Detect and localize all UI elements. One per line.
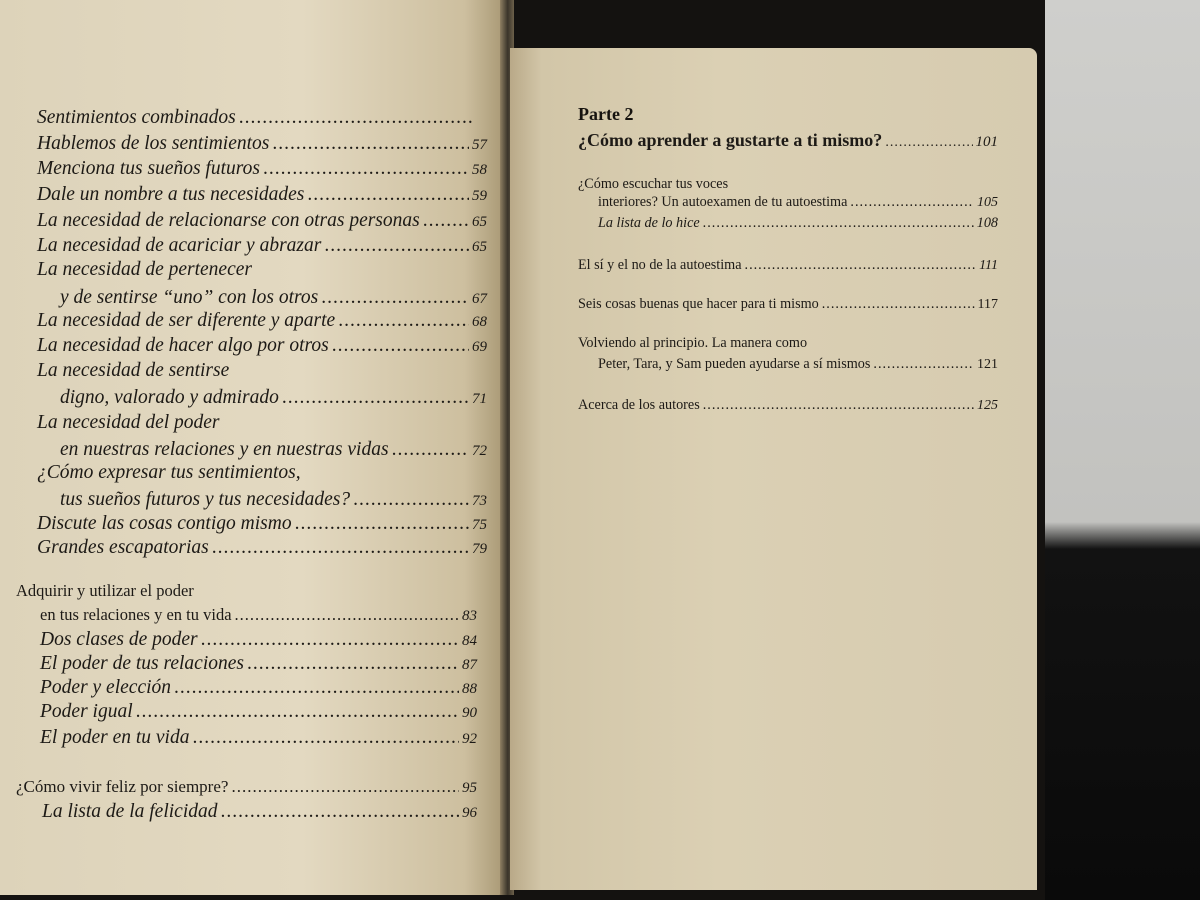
leader-dots	[353, 489, 469, 511]
toc-entry-page: 95	[462, 780, 477, 796]
toc-entry-title: La necesidad de relacionarse con otras personas	[37, 210, 420, 231]
leader-dots	[745, 257, 977, 274]
toc-entry-page: 65	[472, 239, 487, 255]
toc-entry-title: Poder y elección	[40, 677, 172, 698]
toc-entry-title: La necesidad de hacer algo por otros	[37, 335, 329, 356]
toc-entry-title: El poder de tus relaciones	[40, 653, 244, 674]
toc-entry-page: 92	[462, 731, 477, 747]
toc-entry-title: Poder igual	[40, 701, 133, 722]
part-page: 101	[975, 134, 998, 150]
toc-entry-page: 105	[977, 195, 998, 210]
toc-entry-title: Dale un nombre a tus necesidades	[37, 184, 305, 205]
leader-dots	[192, 727, 459, 749]
toc-entry-title: Acerca de los autores	[578, 397, 700, 413]
toc-entry-title: ¿Cómo expresar tus sentimientos,	[37, 462, 301, 483]
toc-entry	[37, 412, 487, 434]
toc-entry	[37, 462, 487, 484]
leader-dots	[703, 215, 974, 232]
toc-entry-title: ¿Cómo vivir feliz por siempre?	[16, 777, 229, 796]
toc-entry	[60, 287, 487, 309]
toc-section-heading	[16, 777, 477, 797]
toc-entry	[60, 489, 487, 511]
toc-entry	[40, 605, 477, 625]
toc-entry-page: 58	[472, 162, 487, 178]
toc-entry-page: 72	[472, 443, 487, 459]
toc-entry-page: 59	[472, 188, 487, 204]
toc-entry-title: Dos clases de poder	[40, 629, 198, 650]
leader-dots	[231, 777, 459, 797]
toc-entry-title: La lista de la felicidad	[42, 801, 218, 822]
toc-entry	[40, 727, 477, 749]
toc-entry-title: en tus relaciones y en tu vida	[40, 605, 232, 624]
leader-dots	[235, 605, 459, 625]
leader-dots	[282, 387, 469, 409]
toc-entry	[40, 677, 477, 699]
leader-dots	[392, 439, 469, 461]
toc-entry-page: 75	[472, 517, 487, 533]
toc-entry-title: El sí y el no de la autoestima	[578, 257, 742, 273]
leader-dots	[885, 135, 972, 151]
leader-dots	[338, 310, 469, 332]
toc-entry-title: La necesidad de acariciar y abrazar	[37, 235, 322, 256]
leader-dots	[307, 184, 469, 206]
toc-entry	[37, 158, 487, 180]
toc-entry-title: Discute las cosas contigo mismo	[37, 513, 292, 534]
toc-entry-title: Menciona tus sueños futuros	[37, 158, 260, 179]
leader-dots	[321, 287, 469, 309]
toc-entry-title: digno, valorado y admirado	[60, 387, 279, 408]
toc-entry	[578, 176, 998, 193]
toc-entry-title: Adquirir y utilizar el poder	[16, 581, 194, 600]
toc-entry-page: 108	[976, 215, 998, 231]
toc-entry	[37, 133, 487, 155]
toc-entry	[578, 335, 998, 352]
toc-entry	[37, 107, 477, 129]
background-wall	[1040, 0, 1200, 900]
toc-entry	[37, 335, 487, 357]
leader-dots	[221, 801, 460, 823]
toc-entry-page: 67	[472, 291, 487, 307]
toc-entry-title: Volviendo al principio. La manera como	[578, 335, 808, 351]
toc-entry	[598, 194, 998, 211]
toc-entry-page: 84	[462, 633, 477, 649]
toc-entry-page: 73	[472, 493, 487, 509]
toc-entry	[60, 387, 487, 409]
toc-entry-page: 69	[472, 339, 487, 355]
toc-entry-page: 88	[462, 681, 477, 697]
toc-entry	[598, 215, 998, 232]
leader-dots	[136, 701, 459, 723]
toc-entry	[37, 537, 487, 559]
leader-dots	[247, 653, 459, 675]
toc-entry-title: Hablemos de los sentimientos	[37, 133, 270, 154]
leader-dots	[201, 629, 459, 651]
toc-entry-title: El poder en tu vida	[40, 727, 190, 748]
leader-dots	[272, 133, 469, 155]
leader-dots	[295, 513, 469, 535]
toc-entry-title: Peter, Tara, y Sam pueden ayudarse a sí mismos	[598, 356, 871, 372]
toc-entry	[578, 397, 998, 414]
leader-dots	[850, 194, 974, 211]
toc-entry-page: 121	[977, 357, 998, 372]
leader-dots	[822, 296, 975, 313]
leader-dots	[873, 356, 974, 373]
toc-entry-title: La necesidad de ser diferente y aparte	[37, 310, 336, 331]
toc-entry-title: La necesidad del poder	[37, 412, 220, 433]
toc-entry-title: Seis cosas buenas que hacer para ti mismo	[578, 296, 819, 312]
toc-entry-page: 79	[472, 541, 487, 557]
toc-entry	[37, 310, 487, 332]
part-label: Parte 2	[578, 104, 634, 124]
toc-entry-page: 87	[462, 657, 477, 673]
leader-dots	[263, 158, 469, 180]
toc-entry-page: 83	[462, 608, 477, 624]
part-title-entry	[578, 130, 998, 151]
toc-entry-title: ¿Cómo escuchar tus voces	[578, 176, 729, 192]
toc-entry-page: 57	[472, 137, 487, 153]
toc-entry	[598, 356, 998, 373]
toc-entry	[40, 701, 477, 723]
toc-entry-title: en nuestras relaciones y en nuestras vidas	[60, 439, 389, 460]
leader-dots	[332, 335, 469, 357]
toc-entry	[37, 184, 487, 206]
toc-entry-page: 111	[979, 258, 998, 273]
toc-entry	[40, 629, 477, 651]
toc-entry	[578, 296, 998, 313]
left-page	[0, 0, 505, 895]
toc-entry-title: La necesidad de sentirse	[37, 360, 230, 381]
toc-entry	[37, 513, 487, 535]
toc-entry	[37, 210, 487, 232]
toc-entry-title: Grandes escapatorias	[37, 537, 209, 558]
toc-entry	[37, 235, 487, 257]
toc-entry-title: y de sentirse “uno” con los otros	[60, 287, 319, 308]
toc-entry-title: interiores? Un autoexamen de tu autoestima	[598, 194, 848, 210]
toc-section-heading	[16, 581, 476, 601]
toc-entry-page: 68	[472, 314, 487, 330]
toc-entry-title: Sentimientos combinados	[37, 107, 236, 128]
toc-entry-page: 125	[977, 398, 998, 413]
toc-entry-page: 96	[462, 805, 477, 821]
toc-entry	[40, 653, 477, 675]
leader-dots	[423, 210, 469, 232]
toc-entry	[37, 259, 487, 281]
leader-dots	[324, 235, 469, 257]
toc-entry-page: 117	[977, 297, 998, 312]
toc-entry	[578, 257, 998, 274]
toc-entry-page: 71	[472, 391, 487, 407]
toc-entry	[37, 360, 487, 382]
toc-entry	[42, 801, 477, 823]
right-page	[510, 48, 1037, 890]
toc-entry-page: 90	[462, 705, 477, 721]
toc-entry-title: La necesidad de pertenecer	[37, 259, 252, 280]
toc-entry-title: La lista de lo hice	[598, 215, 700, 231]
toc-entry	[60, 439, 487, 461]
part-title: ¿Cómo aprender a gustarte a ti mismo?	[578, 130, 883, 150]
leader-dots	[239, 107, 474, 129]
toc-entry-page: 65	[472, 214, 487, 230]
leader-dots	[212, 537, 469, 559]
leader-dots	[174, 677, 459, 699]
leader-dots	[703, 397, 974, 414]
toc-entry-title: tus sueños futuros y tus necesidades?	[60, 489, 351, 510]
